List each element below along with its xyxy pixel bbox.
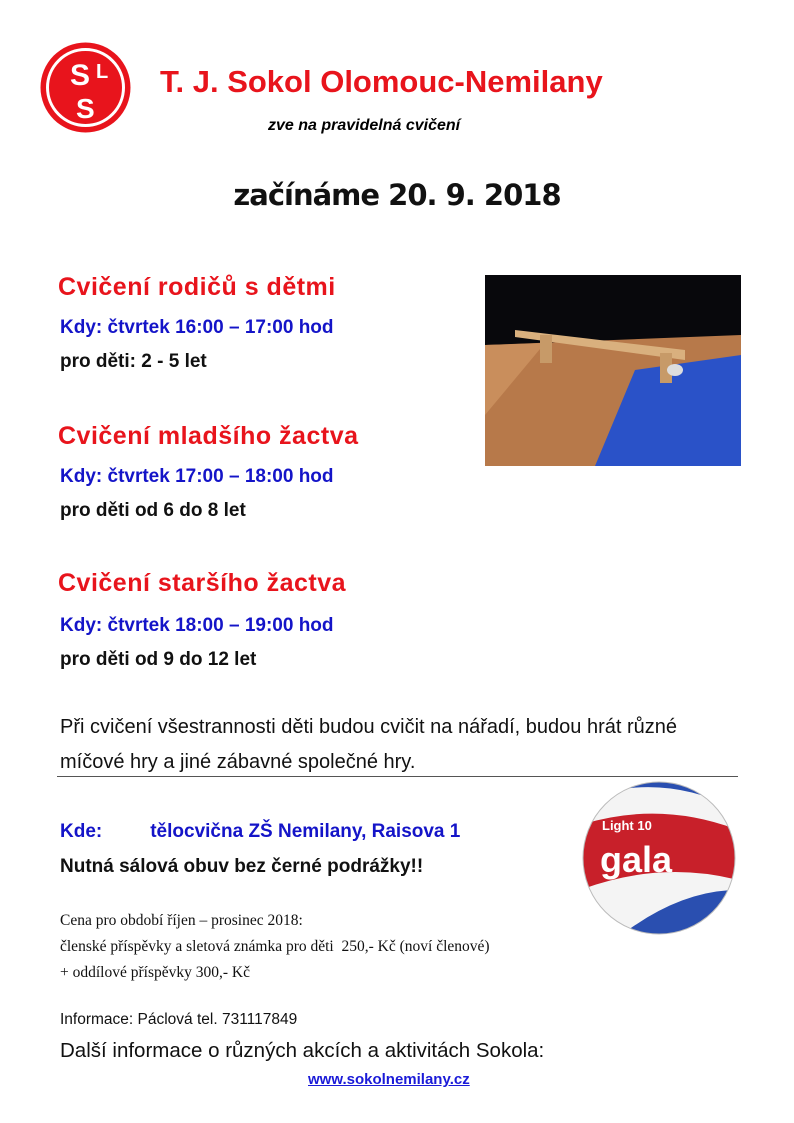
svg-text:S: S bbox=[76, 93, 95, 124]
gym-bench-photo bbox=[485, 275, 741, 466]
ball-model: Light 10 bbox=[602, 818, 652, 833]
location-value: tělocvična ZŠ Nemilany, Raisova 1 bbox=[150, 821, 461, 842]
section-age: pro děti: 2 - 5 let bbox=[60, 351, 207, 372]
divider bbox=[57, 776, 738, 777]
shoe-note: Nutná sálová obuv bez černé podrážky!! bbox=[60, 856, 424, 877]
price-line: + oddílové příspěvky 300,- Kč bbox=[60, 964, 250, 981]
contact-info: Informace: Páclová tel. 731117849 bbox=[60, 1011, 298, 1028]
section-age: pro děti od 6 do 8 let bbox=[60, 500, 246, 521]
svg-text:L: L bbox=[96, 61, 109, 83]
website-link[interactable]: www.sokolnemilany.cz bbox=[308, 1071, 470, 1088]
location-label: Kde: bbox=[60, 821, 103, 842]
ball-brand: gala bbox=[600, 839, 673, 880]
more-info: Další informace o různých akcích a aktivitách Sokola: bbox=[60, 1039, 545, 1062]
subtitle: zve na pravidelná cvičení bbox=[268, 117, 461, 134]
section-heading: Cvičení mladšího žactva bbox=[58, 422, 359, 450]
section-heading: Cvičení rodičů s dětmi bbox=[58, 273, 336, 301]
club-title: T. J. Sokol Olomouc-Nemilany bbox=[160, 64, 603, 99]
description-line: míčové hry a jiné zábavné společné hry. bbox=[60, 751, 416, 773]
section-time: Kdy: čtvrtek 16:00 – 17:00 hod bbox=[60, 317, 334, 338]
price-line: členské příspěvky a sletová známka pro děti 250,- Kč (noví členové) bbox=[60, 938, 490, 955]
section-time: Kdy: čtvrtek 17:00 – 18:00 hod bbox=[60, 466, 334, 487]
volleyball-image bbox=[580, 780, 738, 936]
description-line: Při cvičení všestrannosti děti budou cvičit na nářadí, budou hrát různé bbox=[60, 716, 678, 738]
section-heading: Cvičení staršího žactva bbox=[58, 569, 347, 597]
location bbox=[60, 821, 460, 843]
section-time: Kdy: čtvrtek 18:00 – 19:00 hod bbox=[60, 615, 334, 636]
price-line: Cena pro období říjen – prosinec 2018: bbox=[60, 912, 303, 929]
section-age: pro děti od 9 do 12 let bbox=[60, 649, 257, 670]
start-date: začínáme 20. 9. 2018 bbox=[233, 178, 561, 212]
svg-text:S: S bbox=[70, 59, 91, 92]
sokol-logo-icon bbox=[38, 40, 133, 135]
price-info bbox=[60, 908, 490, 986]
